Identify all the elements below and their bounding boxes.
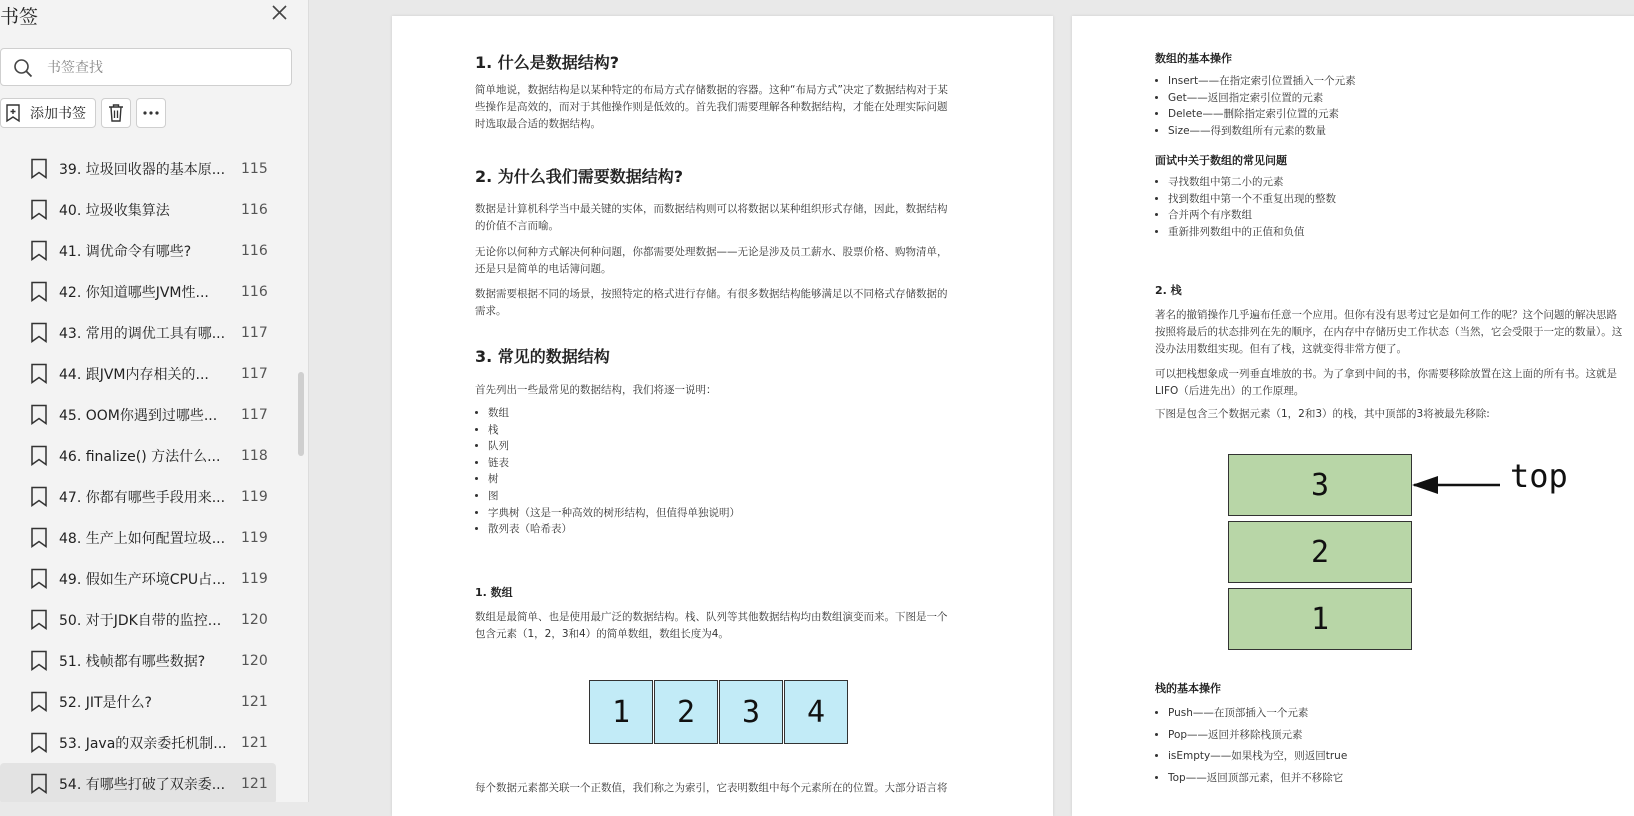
bookmark-item[interactable]: [0, 312, 276, 353]
list-item: • Insert——在指定索引位置插入一个元素: [1168, 73, 1356, 90]
bookmark-item[interactable]: [0, 271, 276, 312]
bookmark-icon: [30, 363, 48, 384]
bookmark-label: 47. 你都有哪些手段用来...: [59, 489, 226, 506]
bookmark-item[interactable]: [0, 681, 276, 722]
text-line: 包含元素（1，2，3和4）的简单数组，数组长度为4。: [475, 628, 729, 640]
bookmark-page-number: 120: [241, 611, 268, 628]
arrow-icon: [1412, 473, 1508, 497]
bookmark-icon: [30, 199, 48, 220]
stack-box: 1: [1228, 588, 1412, 650]
bookmark-icon: [30, 691, 48, 712]
list-item: • 数组: [488, 405, 740, 422]
list-item: • 重新排列数组中的正值和负值: [1168, 224, 1336, 241]
bookmark-page-number: 121: [241, 734, 268, 751]
subsection-heading: 2. 栈: [1155, 284, 1182, 297]
bookmark-sidebar: [0, 0, 309, 802]
paragraph: [475, 244, 948, 278]
bullet-list: [1142, 703, 1347, 789]
bookmark-item[interactable]: [0, 599, 276, 640]
sidebar-title: 书签: [0, 6, 39, 28]
bookmark-item[interactable]: [0, 476, 276, 517]
close-icon: [266, 0, 292, 26]
bookmark-icon: [30, 568, 48, 589]
document-page-right: [1072, 16, 1634, 816]
trash-icon: [107, 103, 125, 123]
bookmark-label: 53. Java的双亲委托机制...: [59, 735, 227, 752]
paragraph: [475, 609, 948, 643]
bookmark-list: [0, 148, 296, 802]
text-line: 数组是最简单、也是使用最广泛的数据结构。栈、队列等其他数据结构均由数组演变而来。下图是一个: [475, 611, 948, 623]
text-line: 可以把栈想象成一列垂直堆放的书。为了拿到中间的书，你需要移除放置在这上面的所有书。这就是: [1155, 368, 1617, 380]
bullet-list: [1142, 174, 1336, 240]
add-bookmark-icon: [4, 103, 24, 123]
add-bookmark-label: 添加书签: [30, 106, 86, 122]
list-item: • 栈: [488, 422, 740, 439]
text-line: 还是只是简单的电话簿问题。: [475, 263, 612, 275]
bookmark-icon: [30, 445, 48, 466]
list-item: • Delete——删除指定索引位置的元素: [1168, 106, 1356, 123]
paragraph: [1155, 307, 1622, 358]
array-figure: [589, 680, 849, 744]
bookmark-label: 54. 有哪些打破了双亲委...: [59, 776, 226, 793]
document-page-left: [392, 16, 1053, 816]
section-heading: 3. 常见的数据结构: [475, 347, 610, 366]
subsection-heading: 栈的基本操作: [1155, 682, 1221, 695]
bookmark-icon: [30, 527, 48, 548]
bookmark-item-selected[interactable]: [0, 763, 276, 802]
bookmark-icon: [30, 240, 48, 261]
bookmark-page-number: 119: [241, 488, 268, 505]
bookmark-label: 45. OOM你遇到过哪些...: [59, 407, 218, 424]
bookmark-label: 41. 调优命令有哪些?: [59, 243, 192, 260]
text-line: 的价值不言而喻。: [475, 220, 559, 232]
section-heading: 2. 为什么我们需要数据结构?: [475, 167, 684, 186]
bookmark-icon: [30, 732, 48, 753]
list-item: • 散列表（哈希表）: [488, 521, 740, 538]
bookmark-icon: [30, 404, 48, 425]
text-line: 没办法用数组实现。但有了栈，这就变得非常方便了。: [1155, 343, 1407, 355]
list-item: • 链表: [488, 455, 740, 472]
bookmark-icon: [30, 322, 48, 343]
stack-box: 2: [1228, 521, 1412, 583]
list-item: • 队列: [488, 438, 740, 455]
bookmark-label: 44. 跟JVM内存相关的...: [59, 366, 209, 383]
list-item: • isEmpty——如果栈为空，则返回true: [1168, 746, 1347, 768]
bookmark-icon: [30, 609, 48, 630]
top-pointer-label: top: [1510, 457, 1568, 495]
bookmark-item[interactable]: [0, 394, 276, 435]
bookmark-label: 51. 栈帧都有哪些数据?: [59, 653, 206, 670]
bookmark-icon: [30, 650, 48, 671]
bookmark-page-number: 115: [241, 160, 268, 177]
stack-box: 3: [1228, 454, 1412, 516]
paragraph: [475, 82, 948, 133]
close-sidebar-button[interactable]: [266, 0, 292, 26]
list-item: • Top——返回顶部元素，但并不移除它: [1168, 768, 1347, 790]
bookmark-item[interactable]: [0, 435, 276, 476]
bookmark-page-number: 117: [241, 365, 268, 382]
bookmark-page-number: 116: [241, 201, 268, 218]
bullet-list: [462, 405, 740, 538]
bookmark-search-box[interactable]: [0, 48, 292, 86]
list-item: • Push——在顶部插入一个元素: [1168, 703, 1347, 725]
bookmark-label: 46. finalize() 方法什么...: [59, 448, 221, 465]
paragraph: [1155, 366, 1617, 400]
list-item: • Pop——返回并移除栈顶元素: [1168, 725, 1347, 747]
text-line: 著名的撤销操作几乎遍布任意一个应用。但你有没有思考过它是如何工作的呢？这个问题的解决思路: [1155, 309, 1617, 321]
sidebar-scrollbar[interactable]: [298, 372, 304, 456]
array-cell: 2: [654, 680, 718, 744]
bookmark-label: 40. 垃圾收集算法: [59, 202, 170, 219]
bookmark-page-number: 119: [241, 529, 268, 546]
text-line: 需求。: [475, 305, 507, 317]
bookmark-icon: [30, 158, 48, 179]
bookmark-page-number: 116: [241, 242, 268, 259]
subsection-heading: 面试中关于数组的常见问题: [1155, 154, 1287, 167]
text-line: 些操作是高效的，而对于其他操作则是低效的。首先我们需要理解各种数据结构，才能在处理实际问题: [475, 101, 948, 113]
list-item: • 寻找数组中第二小的元素: [1168, 174, 1336, 191]
bookmark-label: 49. 假如生产环境CPU占...: [59, 571, 226, 588]
paragraph: 下图是包含三个数据元素（1，2和3）的栈，其中顶部的3将被最先移除:: [1155, 408, 1490, 420]
text-line: 数据是计算机科学当中最关键的实体，而数据结构则可以将数据以某种组织形式存储，因此，数据结构: [475, 203, 948, 215]
bookmark-item[interactable]: [0, 353, 276, 394]
section-heading: 1. 什么是数据结构?: [475, 53, 620, 72]
bookmark-icon: [30, 486, 48, 507]
bookmark-label: 50. 对于JDK自带的监控...: [59, 612, 222, 629]
array-cell: 4: [784, 680, 848, 744]
subsection-heading: 数组的基本操作: [1155, 52, 1232, 65]
bookmark-page-number: 120: [241, 652, 268, 669]
list-item: • 字典树（这是一种高效的树形结构，但值得单独说明）: [488, 505, 740, 522]
text-line: 按照将最后的状态排列在先的顺序，在内存中存储历史工作状态（当然，它会受限于一定的数量）。这: [1155, 326, 1623, 338]
bullet-list: [1142, 73, 1356, 139]
list-item: • Get——返回指定索引位置的元素: [1168, 90, 1356, 107]
list-item: • Size——得到数组所有元素的数量: [1168, 123, 1356, 140]
bookmark-label: 43. 常用的调优工具有哪...: [59, 325, 226, 342]
text-line: 数据需要根据不同的场景，按照特定的格式进行存储。有很多数据结构能够满足以不同格式存储数据的: [475, 288, 948, 300]
bookmark-page-number: 118: [241, 447, 268, 464]
bookmark-page-number: 117: [241, 406, 268, 423]
bookmark-item[interactable]: [0, 148, 276, 189]
list-item: • 找到数组中第一个不重复出现的整数: [1168, 191, 1336, 208]
paragraph: [475, 286, 948, 320]
delete-bookmark-button[interactable]: [101, 98, 131, 128]
bookmark-item[interactable]: [0, 230, 276, 271]
bookmark-page-number: 121: [241, 693, 268, 710]
bookmark-page-number: 119: [241, 570, 268, 587]
text-line: LIFO（后进先出）的工作原理。: [1155, 385, 1305, 397]
search-icon: [13, 58, 33, 78]
array-cell: 3: [719, 680, 783, 744]
bookmark-page-number: 121: [241, 775, 268, 792]
text-line: 时选取最合适的数据结构。: [475, 118, 601, 130]
bookmark-page-number: 117: [241, 324, 268, 341]
bookmark-icon: [30, 773, 48, 794]
bookmark-item[interactable]: [0, 640, 276, 681]
bookmark-icon: [30, 281, 48, 302]
bookmark-label: 39. 垃圾回收器的基本原...: [59, 161, 226, 178]
text-line: 无论你以何种方式解决何种问题，你都需要处理数据——无论是涉及员工薪水、股票价格、购物清单，: [475, 246, 948, 258]
more-options-button[interactable]: [136, 98, 166, 128]
more-icon: [142, 110, 160, 116]
bookmark-label: 52. JIT是什么?: [59, 694, 152, 711]
text-line: 简单地说，数据结构是以某种特定的布局方式存储数据的容器。这种“布局方式”决定了数据结构对于某: [475, 84, 948, 96]
list-item: • 图: [488, 488, 740, 505]
subsection-heading: 1. 数组: [475, 586, 513, 599]
bookmark-item[interactable]: [0, 558, 276, 599]
bookmark-item[interactable]: [0, 722, 276, 763]
array-cell: 1: [589, 680, 653, 744]
add-bookmark-button[interactable]: [0, 98, 96, 128]
list-item: • 合并两个有序数组: [1168, 207, 1336, 224]
bookmark-page-number: 116: [241, 283, 268, 300]
bookmark-label: 42. 你知道哪些JVM性...: [59, 284, 209, 301]
bookmark-item[interactable]: [0, 189, 276, 230]
paragraph: 每个数据元素都关联一个正数值，我们称之为索引，它表明数组中每个元素所在的位置。大部分语言将: [475, 782, 948, 794]
paragraph: 首先列出一些最常见的数据结构，我们将逐一说明：: [475, 384, 717, 396]
list-item: • 树: [488, 471, 740, 488]
bookmark-item[interactable]: [0, 517, 276, 558]
bookmark-label: 48. 生产上如何配置垃圾...: [59, 530, 226, 547]
paragraph: [475, 201, 948, 235]
bookmark-search-input[interactable]: [45, 54, 289, 82]
stack-figure: [1228, 449, 1583, 659]
